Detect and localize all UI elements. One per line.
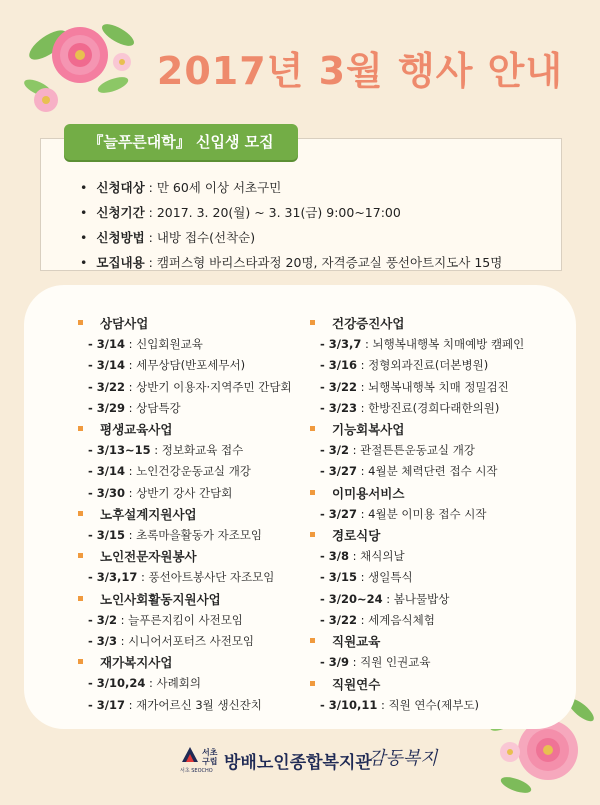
- category-heading: 직원연수: [310, 674, 560, 695]
- category-heading: 노인사회활동지원사업: [78, 589, 328, 610]
- category-heading: 평생교육사업: [78, 419, 328, 440]
- list-item: • 신청방법 : 내방 접수(선착순): [80, 225, 502, 250]
- list-item: • 신청기간 : 2017. 3. 20(월) ~ 3. 31(금) 9:00~17:00: [80, 200, 502, 225]
- category-heading: 노후설계지원사업: [78, 504, 328, 525]
- event-item: - 3/30 : 상반기 강사 간담회: [88, 485, 233, 500]
- event-item: - 3/17 : 재가어르신 3월 생신잔치: [88, 697, 262, 712]
- category-heading: 이미용서비스: [310, 483, 560, 504]
- event-item: - 3/2 : 관절튼튼운동교실 개강: [320, 443, 475, 458]
- organization-slogan: 감동복지: [368, 748, 438, 769]
- category-heading: 직원교육: [310, 631, 560, 652]
- event-item: - 3/3,17 : 풍선아트봉사단 자조모임: [88, 570, 275, 585]
- event-item: - 3/20~24 : 봄나물밥상: [320, 591, 450, 606]
- event-item: - 3/22 : 세계음식체험: [320, 612, 435, 627]
- recruitment-tag: 『늘푸른대학』 신입생 모집: [64, 124, 298, 160]
- recruitment-list: [80, 175, 502, 275]
- event-item: - 3/13~15 : 정보화교육 접수: [88, 443, 244, 458]
- category-heading: 경로식당: [310, 525, 560, 546]
- category-heading: 기능회복사업: [310, 419, 560, 440]
- flower-decoration-top-left-icon: [18, 10, 138, 115]
- event-item: - 3/10,11 : 직원 연수(제부도): [320, 697, 479, 712]
- event-item: - 3/9 : 직원 인권교육: [320, 655, 431, 670]
- category-heading: 재가복지사업: [78, 652, 328, 673]
- category-heading: 상담사업: [78, 313, 328, 334]
- event-item: - 3/29 : 상담특강: [88, 400, 181, 415]
- event-item: - 3/14 : 노인건강운동교실 개강: [88, 464, 251, 479]
- event-item: - 3/2 : 늘푸른지킴이 사전모임: [88, 612, 243, 627]
- event-item: - 3/27 : 4월분 체력단련 접수 시작: [320, 464, 498, 479]
- event-item: - 3/3 : 시니어서포터즈 사전모임: [88, 633, 255, 648]
- category-heading: 건강증진사업: [310, 313, 560, 334]
- list-item: • 신청대상 : 만 60세 이상 서초구민: [80, 175, 502, 200]
- organization-name: 방배노인종합복지관: [224, 753, 372, 773]
- event-item: - 3/8 : 채식의날: [320, 549, 405, 564]
- event-item: - 3/3,7 : 뇌행복내행복 치매예방 캠페인: [320, 337, 525, 351]
- organization-prefix: 서초구립: [202, 748, 218, 766]
- organization-logo-icon: [180, 744, 200, 766]
- category-heading: 노인전문자원봉사: [78, 546, 328, 567]
- event-item: - 3/14 : 신입회원교육: [88, 337, 203, 351]
- event-item: - 3/15 : 생일특식: [320, 570, 413, 585]
- event-item: - 3/16 : 정형외과진료(더본병원): [320, 358, 489, 373]
- event-item: - 3/22 : 상반기 이용자·지역주민 간담회: [88, 379, 292, 394]
- event-item: - 3/27 : 4월분 이미용 접수 시작: [320, 506, 487, 521]
- footer-logo: [180, 744, 440, 780]
- event-item: - 3/23 : 한방진료(경희다래한의원): [320, 400, 500, 415]
- event-item: - 3/15 : 초록마을활동가 자조모임: [88, 528, 263, 543]
- list-item: • 모집내용 : 캠퍼스형 바리스타과정 20명, 자격증교실 풍선아트지도사 15명: [80, 250, 502, 275]
- event-item: - 3/14 : 세무상담(반포세무서): [88, 358, 246, 373]
- events-left-column: [78, 313, 328, 716]
- logo-caption: 서초 SEOCHO: [180, 768, 213, 774]
- page-title: 2017년 3월 행사 안내: [156, 49, 564, 93]
- event-item: - 3/10,24 : 사례회의: [88, 676, 201, 691]
- events-right-column: [310, 313, 560, 716]
- event-item: - 3/22 : 뇌행복내행복 치매 정밀검진: [320, 379, 509, 394]
